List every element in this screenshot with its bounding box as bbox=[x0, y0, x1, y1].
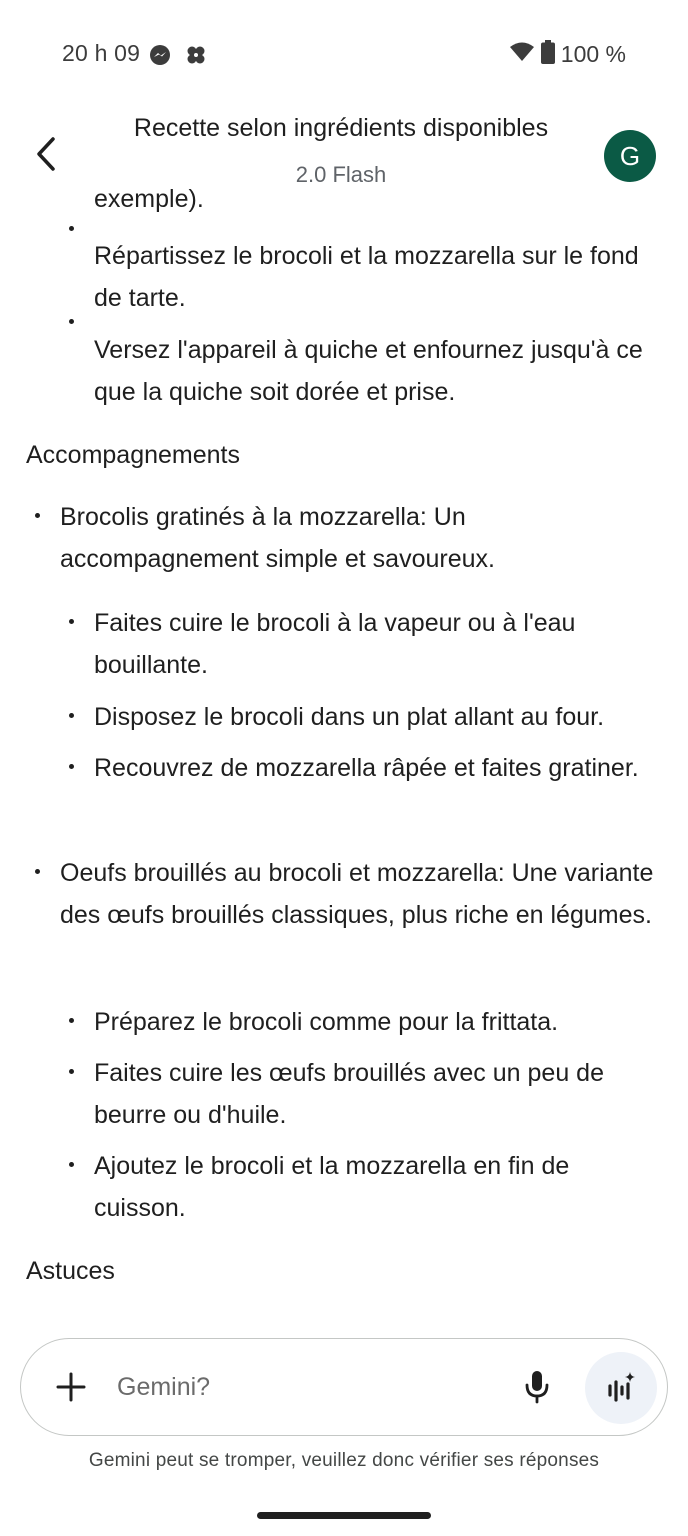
bullet bbox=[69, 713, 74, 718]
list-item: Préparez le brocoli comme pour la frittata. bbox=[94, 1008, 559, 1036]
bullet bbox=[35, 869, 40, 874]
list-item: Oeufs brouillés au brocoli et mozzarella: Une variante des œufs brouillés classiques, plus riche en légumes. bbox=[60, 859, 654, 929]
list-item: Disposez le brocoli dans un plat allant au four. bbox=[94, 703, 605, 731]
clipped-text-line: exemple). bbox=[94, 185, 204, 213]
bullet bbox=[69, 619, 74, 624]
model-name[interactable]: 2.0 Flash bbox=[295, 162, 387, 187]
list-item: Faites cuire le brocoli à la vapeur ou à l'eau bouillante. bbox=[94, 609, 576, 679]
bullet bbox=[69, 764, 74, 769]
battery-icon bbox=[541, 40, 555, 69]
list-item: Répartissez le brocoli et la mozzarella sur le fond de tarte. bbox=[94, 242, 639, 312]
microphone-icon bbox=[524, 1370, 550, 1404]
list-item: Versez l'appareil à quiche et enfournez jusqu'à ce que la quiche soit dorée et prise. bbox=[94, 336, 643, 406]
bullet bbox=[69, 319, 74, 324]
live-mode-button[interactable] bbox=[585, 1352, 657, 1424]
mic-button[interactable] bbox=[517, 1365, 557, 1409]
battery-percent: 100 % bbox=[560, 41, 626, 67]
wifi-icon bbox=[509, 42, 535, 67]
pinwheel-icon bbox=[185, 44, 207, 66]
chat-title[interactable]: Recette selon ingrédients disponibles bbox=[133, 114, 549, 142]
plus-icon bbox=[56, 1372, 86, 1402]
response-content[interactable] bbox=[0, 185, 688, 1320]
section-heading-astuces: Astuces bbox=[26, 1257, 115, 1285]
prompt-input[interactable]: Gemini? bbox=[117, 1373, 211, 1401]
status-time: 20 h 09 bbox=[62, 40, 141, 66]
messenger-icon bbox=[149, 44, 171, 66]
prompt-bar bbox=[20, 1338, 668, 1436]
status-bar bbox=[0, 0, 688, 110]
bullet bbox=[69, 1069, 74, 1074]
home-indicator[interactable] bbox=[257, 1512, 431, 1519]
section-heading-accompagnements: Accompagnements bbox=[26, 441, 241, 469]
disclaimer-text: Gemini peut se tromper, veuillez donc vérifier ses réponses bbox=[88, 1450, 600, 1471]
list-item: Faites cuire les œufs brouillés avec un peu de beurre ou d'huile. bbox=[94, 1059, 604, 1129]
status-right bbox=[509, 40, 626, 69]
bullet bbox=[69, 226, 74, 231]
live-waveform-icon bbox=[603, 1370, 639, 1406]
list-item: Brocolis gratinés à la mozzarella: Un accompagnement simple et savoureux. bbox=[60, 503, 495, 573]
avatar[interactable]: G bbox=[604, 130, 656, 182]
bullet bbox=[35, 513, 40, 518]
list-item: Recouvrez de mozzarella râpée et faites gratiner. bbox=[94, 754, 639, 782]
bullet bbox=[69, 1162, 74, 1167]
list-item: Ajoutez le brocoli et la mozzarella en fin de cuisson. bbox=[94, 1152, 570, 1222]
add-button[interactable] bbox=[51, 1367, 91, 1407]
bullet bbox=[69, 1018, 74, 1023]
